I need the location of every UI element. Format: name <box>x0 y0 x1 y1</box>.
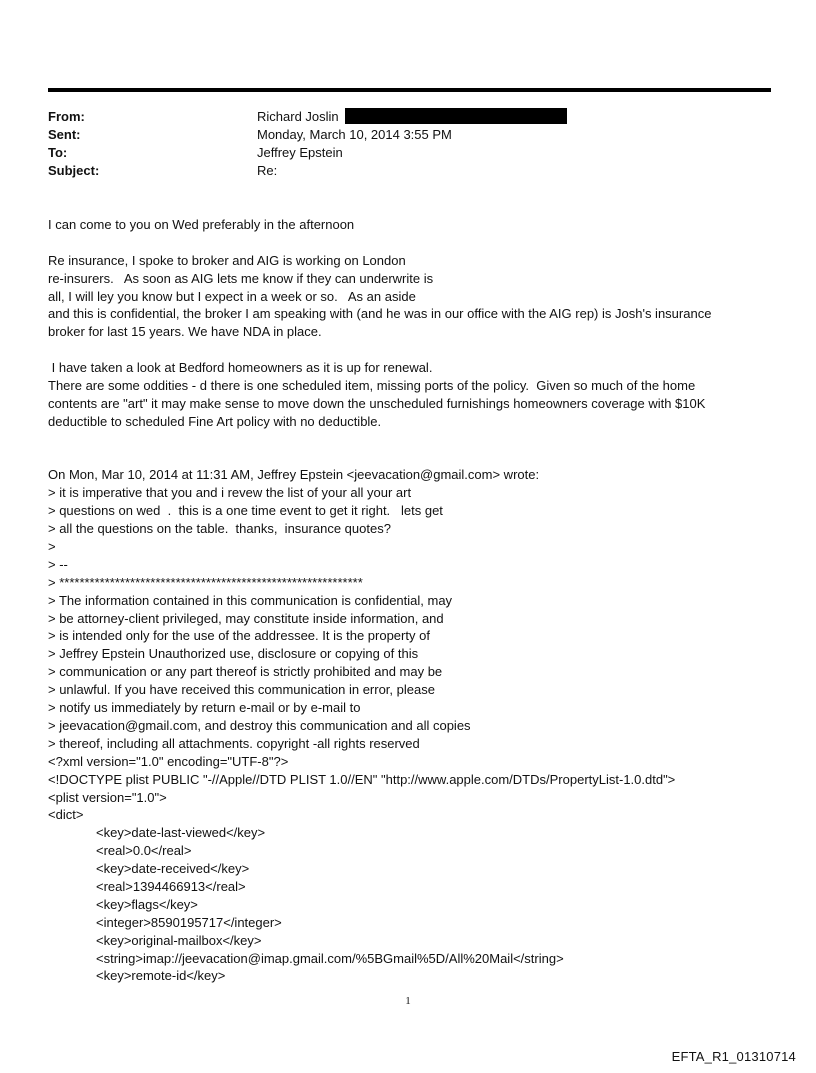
page-number: 1 <box>405 995 411 1007</box>
from-name: Richard Joslin <box>257 109 339 124</box>
from-row <box>48 108 768 126</box>
subject-row <box>48 162 768 180</box>
body-line: I have taken a look at Bedford homeowners as it is up for renewal. <box>48 360 433 376</box>
redaction-box <box>345 108 567 124</box>
body-line: > it is imperative that you and i revew the list of your all your art <box>48 485 412 501</box>
from-value <box>257 108 768 126</box>
body-line: > jeevacation@gmail.com, and destroy this communication and all copies <box>48 717 471 733</box>
blank-line <box>48 449 778 467</box>
sent-row <box>48 126 768 144</box>
body-line: deductible to scheduled Fine Art policy with no deductible. <box>48 413 382 429</box>
sent-label: Sent: <box>48 127 81 142</box>
blank-line <box>48 431 778 449</box>
body-line: <key>date-last-viewed</key> <box>96 825 266 841</box>
email-body <box>48 216 778 985</box>
blank-line <box>48 234 778 252</box>
sent-value: Monday, March 10, 2014 3:55 PM <box>257 127 452 142</box>
body-line: > thereof, including all attachments. copyright -all rights reserved <box>48 735 420 751</box>
body-line: <string>imap://jeevacation@imap.gmail.com/%5BGmail%5D/All%20Mail</string> <box>96 950 564 966</box>
to-value: Jeffrey Epstein <box>257 145 343 160</box>
body-line: <dict> <box>48 807 84 823</box>
body-line: > is intended only for the use of the addressee. It is the property of <box>48 628 430 644</box>
to-label: To: <box>48 145 68 160</box>
body-line: Re insurance, I spoke to broker and AIG is working on London <box>48 252 406 268</box>
body-line: > all the questions on the table. thanks, insurance quotes? <box>48 521 391 537</box>
to-row <box>48 144 768 162</box>
document-id: EFTA_R1_01310714 <box>671 1049 796 1064</box>
body-line: <real>0.0</real> <box>96 843 192 859</box>
body-line: and this is confidential, the broker I am speaking with (and he was in our office with the AIG rep) is Josh's insurance <box>48 306 712 322</box>
body-line: On Mon, Mar 10, 2014 at 11:31 AM, Jeffrey Epstein <jeevacation@gmail.com> wrote: <box>48 467 540 483</box>
body-line: <key>remote-id</key> <box>96 968 226 984</box>
body-line: > ************************************************************ <box>48 574 363 590</box>
email-header <box>48 108 768 180</box>
body-line: > notify us immediately by return e-mail or by e-mail to <box>48 700 361 716</box>
subject-label: Subject: <box>48 163 100 178</box>
body-line: <key>date-received</key> <box>96 861 250 877</box>
body-line: <plist version="1.0"> <box>48 789 167 805</box>
body-line: There are some oddities - d there is one scheduled item, missing ports of the policy. Given so much of the home <box>48 378 696 394</box>
body-line: <!DOCTYPE plist PUBLIC "-//Apple//DTD PLIST 1.0//EN" "http://www.apple.com/DTDs/PropertyList-1.0.dtd"> <box>48 771 676 787</box>
body-line: > unlawful. If you have received this communication in error, please <box>48 682 435 698</box>
body-line: I can come to you on Wed preferably in the afternoon <box>48 217 355 232</box>
body-line: all, I will ley you know but I expect in a week or so. As an aside <box>48 288 416 304</box>
subject-value: Re: <box>257 163 278 178</box>
body-line: > The information contained in this communication is confidential, may <box>48 592 453 608</box>
body-line: contents are "art" it may make sense to move down the unscheduled furnishings homeowners coverage with $10K <box>48 395 706 411</box>
body-line: re-insurers. As soon as AIG lets me know if they can underwrite is <box>48 270 434 286</box>
body-line: > <box>48 539 56 555</box>
body-line: > be attorney-client privileged, may constitute inside information, and <box>48 610 444 626</box>
header-rule <box>48 88 771 92</box>
body-line: <key>flags</key> <box>96 896 198 912</box>
body-line: > Jeffrey Epstein Unauthorized use, disclosure or copying of this <box>48 646 419 662</box>
body-line: broker for last 15 years. We have NDA in place. <box>48 324 322 340</box>
body-line: <real>1394466913</real> <box>96 878 246 894</box>
body-line: <integer>8590195717</integer> <box>96 914 282 930</box>
body-line: > questions on wed . this is a one time event to get it right. lets get <box>48 503 443 519</box>
body-line: > -- <box>48 556 68 572</box>
body-line: <?xml version="1.0" encoding="UTF-8"?> <box>48 753 289 769</box>
from-label: From: <box>48 109 85 124</box>
blank-line <box>48 341 778 359</box>
body-line: <key>original-mailbox</key> <box>96 932 262 948</box>
body-line: > communication or any part thereof is strictly prohibited and may be <box>48 664 443 680</box>
